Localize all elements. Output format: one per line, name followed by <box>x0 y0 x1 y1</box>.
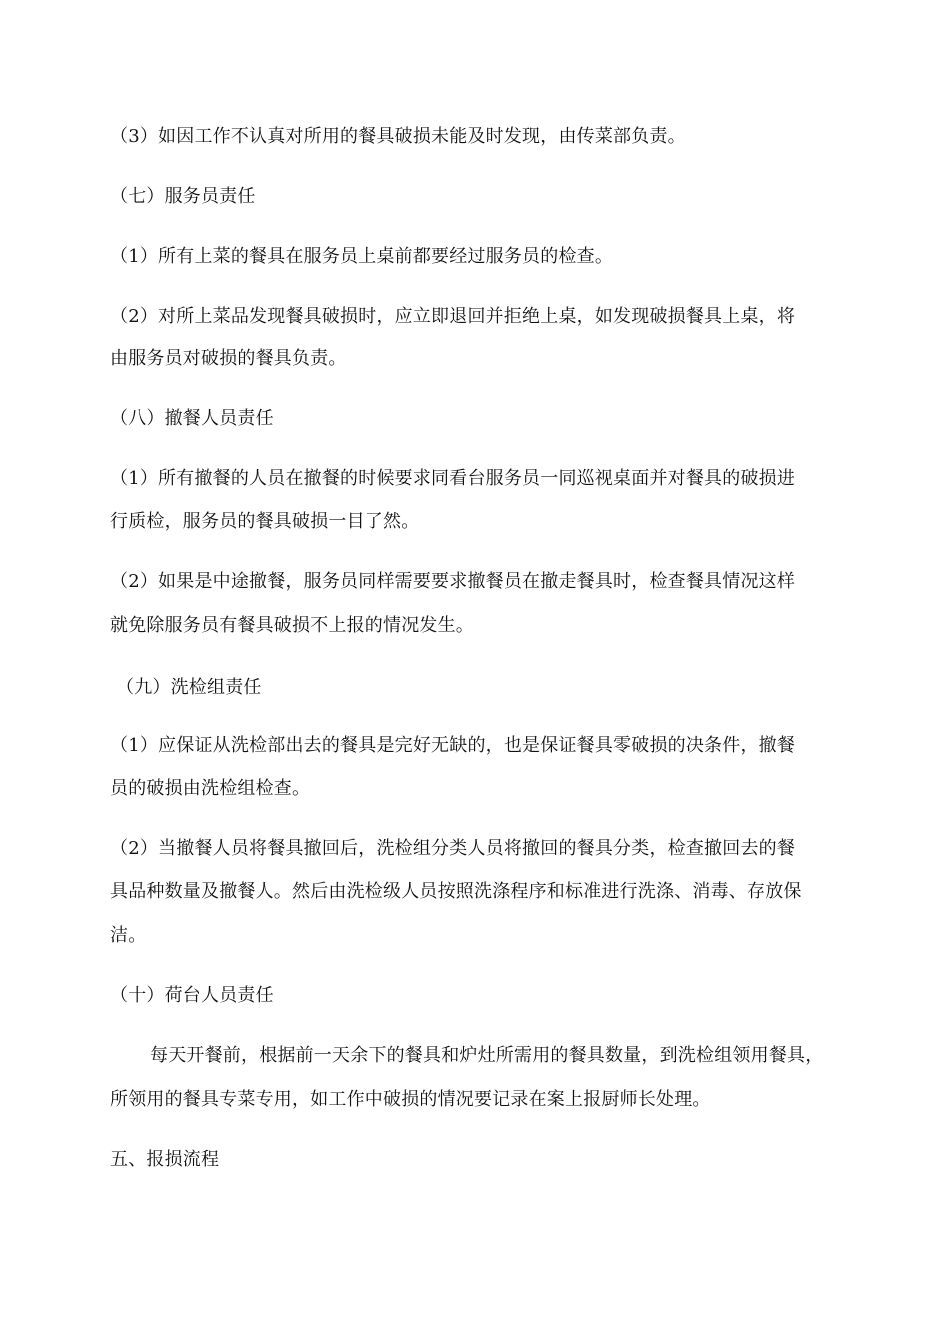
text-line-clearing-1a: （1）所有撤餐的人员在撤餐的时候要求同看台服务员一同巡视桌面并对餐具的破损进 <box>110 468 796 489</box>
text-line-clearing-2a: （2）如果是中途撤餐，服务员同样需要要求撤餐员在撤走餐具时，检查餐具情况这样 <box>110 571 796 592</box>
text-line-washing-2c: 洁。 <box>110 925 147 946</box>
section-heading-10-pass: （十）荷台人员责任 <box>110 985 274 1006</box>
text-line-waiter-2a: （2）对所上菜品发现餐具破损时，应立即退回并拒绝上桌，如发现破损餐具上桌，将 <box>110 306 796 327</box>
text-line-washing-1b: 员的破损由洗检组检查。 <box>110 778 311 799</box>
section-heading-8-clearing: （八）撤餐人员责任 <box>110 408 274 429</box>
text-line-waiter-2b: 由服务员对破损的餐具负责。 <box>110 348 347 369</box>
text-line-clearing-1b: 行质检，服务员的餐具破损一目了然。 <box>110 511 420 532</box>
text-line-pass-para-a: 每天开餐前，根据前一天余下的餐具和炉灶所需用的餐具数量，到洗检组领用餐具， <box>150 1045 824 1066</box>
text-line-item3-dish-delivery: （3）如因工作不认真对所用的餐具破损未能及时发现，由传菜部负责。 <box>110 126 686 147</box>
section-heading-9-washing: （九）洗检组责任 <box>116 677 262 698</box>
text-line-waiter-1: （1）所有上菜的餐具在服务员上桌前都要经过服务员的检查。 <box>110 246 614 267</box>
text-line-pass-para-b: 所领用的餐具专菜专用，如工作中破损的情况要记录在案上报厨师长处理。 <box>110 1089 711 1110</box>
section-heading-5-reporting: 五、报损流程 <box>110 1149 220 1170</box>
text-line-clearing-2b: 就免除服务员有餐具破损不上报的情况发生。 <box>110 615 474 636</box>
section-heading-7-waiter: （七）服务员责任 <box>110 186 256 207</box>
text-line-washing-2a: （2）当撤餐人员将餐具撤回后，洗检组分类人员将撤回的餐具分类，检查撤回去的餐 <box>110 838 796 859</box>
text-line-washing-2b: 具品种数量及撤餐人。然后由洗检级人员按照洗涤程序和标准进行洗涤、消毒、存放保 <box>110 881 802 902</box>
text-line-washing-1a: （1）应保证从洗检部出去的餐具是完好无缺的，也是保证餐具零破损的决条件，撤餐 <box>110 735 796 756</box>
